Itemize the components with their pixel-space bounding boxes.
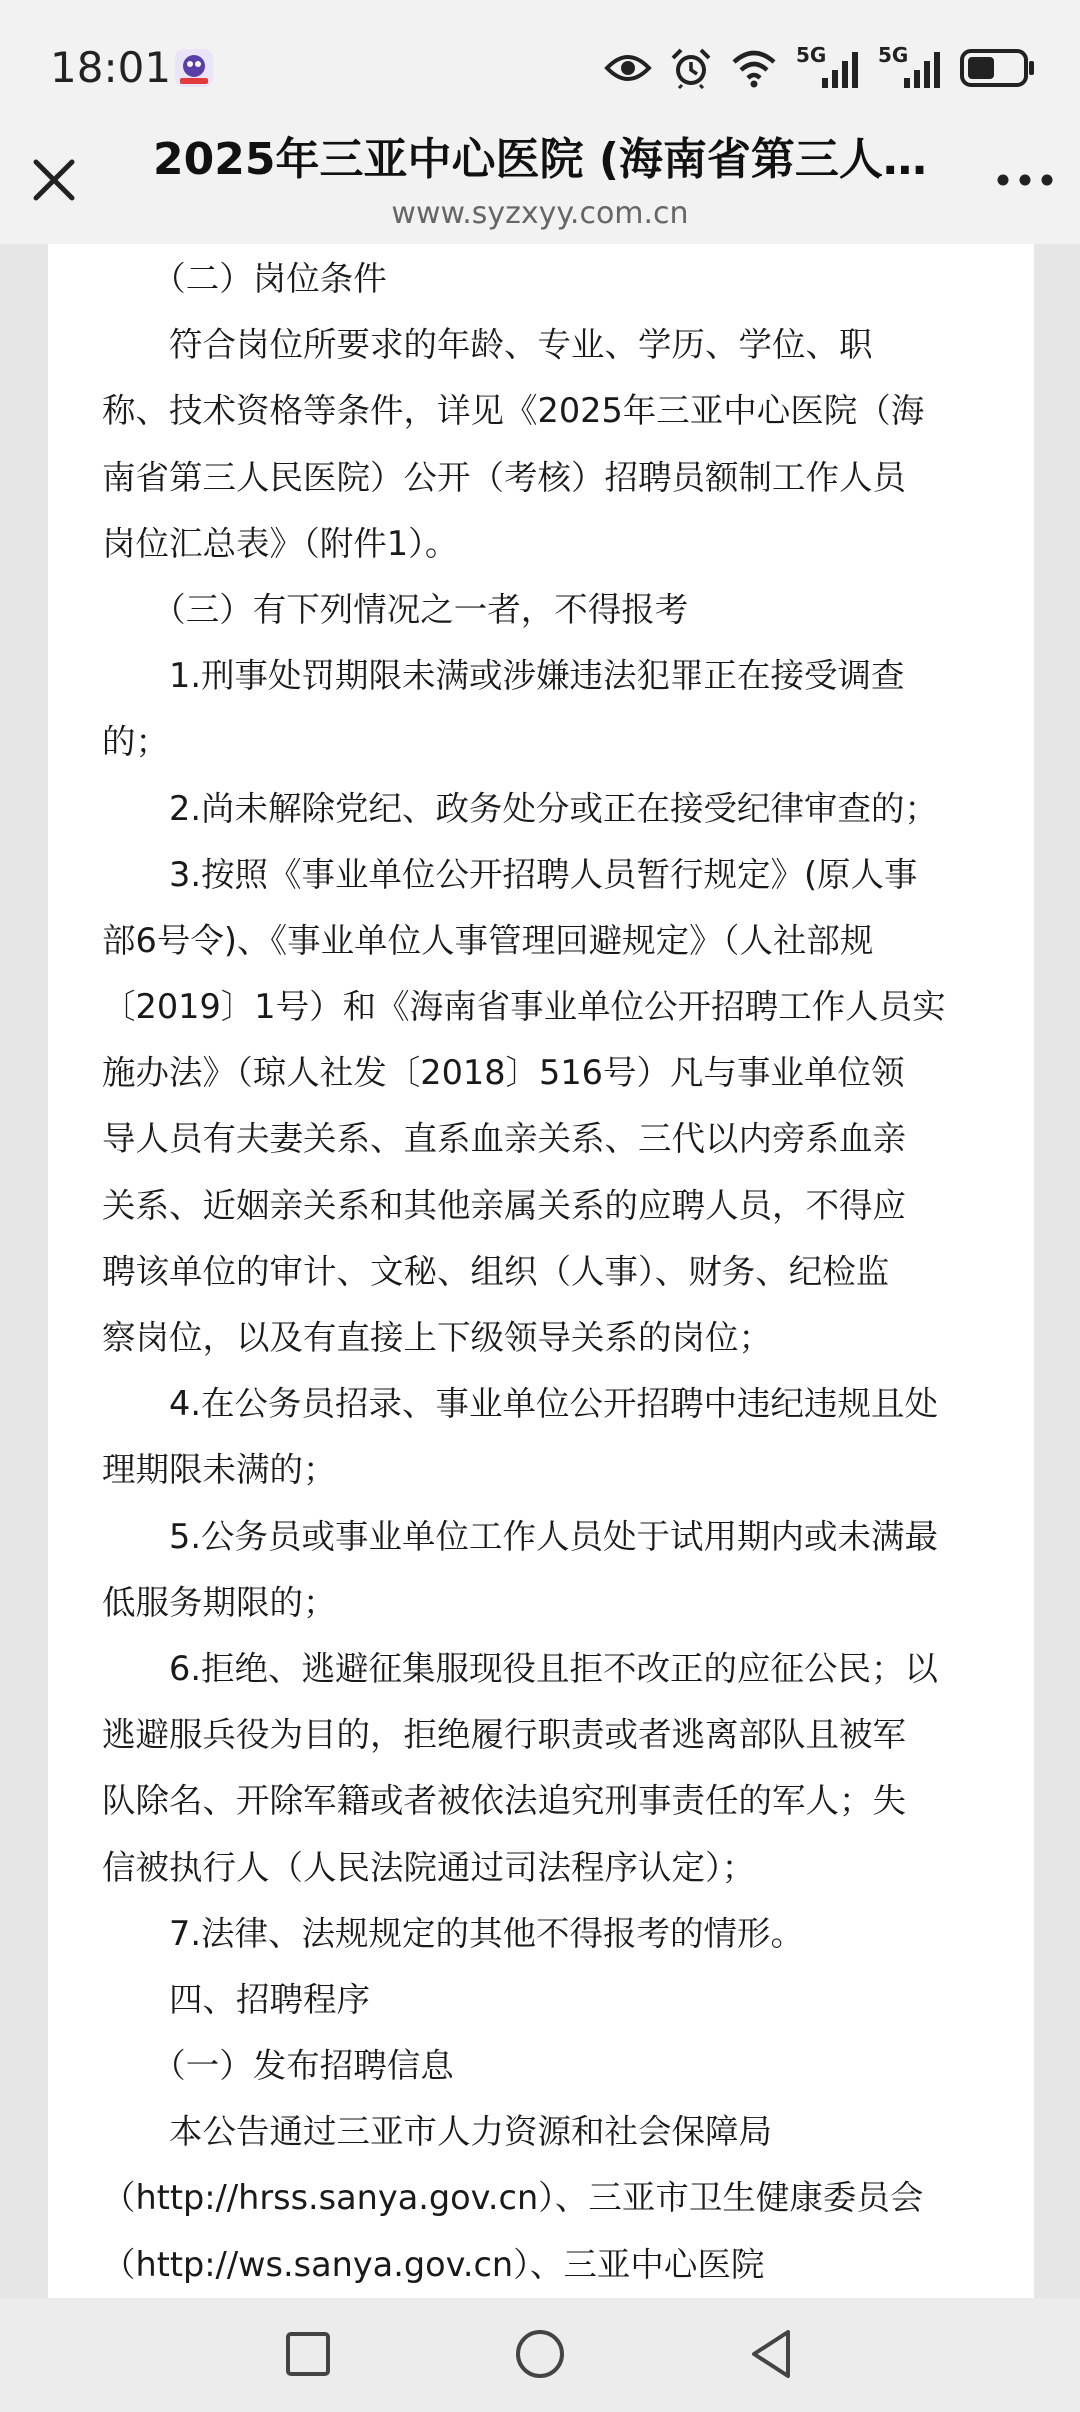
article-body [102, 246, 1032, 2298]
recents-square-icon[interactable] [276, 2322, 340, 2386]
article-line: 关系、近姻亲关系和其他亲属关系的应聘人员，不得应 [102, 1185, 906, 1225]
article-page [48, 244, 1034, 2298]
notification-app-icon [174, 48, 214, 88]
status-time: 18:01 [50, 43, 172, 92]
article-line: 4.在公务员招录、事业单位公开招聘中违纪违规且处 [102, 1384, 938, 1424]
more-icon[interactable] [992, 150, 1058, 210]
network-label-2: 5G [878, 43, 909, 67]
network-label-1: 5G [796, 43, 827, 67]
article-line: 导人员有夫妻关系、直系血亲关系、三代以内旁系血亲 [102, 1119, 906, 1159]
close-icon[interactable] [24, 150, 84, 210]
eye-icon [604, 50, 652, 86]
article-line: 信被执行人（人民法院通过司法程序认定）； [102, 1847, 756, 1887]
article-line: 5.公务员或事业单位工作人员处于试用期内或未满最 [102, 1516, 938, 1556]
signal-bars-2 [902, 50, 942, 90]
battery-icon [960, 49, 1036, 87]
article-line: （http://ws.sanya.gov.cn）、三亚中心医院 [102, 2244, 765, 2284]
article-line: （一）发布招聘信息 [102, 2046, 454, 2086]
signal-5g-1-icon [796, 43, 860, 90]
status-icons [604, 40, 1036, 96]
article-line: 施办法》（琼人社发〔2018〕516号）凡与事业单位领 [102, 1053, 905, 1093]
system-nav-bar [0, 2298, 1080, 2412]
home-circle-icon[interactable] [508, 2322, 572, 2386]
article-line: 逃避服兵役为目的，拒绝履行职责或者逃离部队且被军 [102, 1715, 906, 1755]
article-line: 聘该单位的审计、文秘、组织（人事）、财务、纪检监 [102, 1251, 890, 1291]
article-line: 称、技术资格等条件，详见《2025年三亚中心医院（海 [102, 391, 925, 431]
article-line: 低服务期限的； [102, 1582, 337, 1622]
wifi-icon [730, 48, 778, 88]
web-content[interactable] [0, 244, 1080, 2298]
article-line: 的； [102, 722, 169, 762]
article-line: （二）岗位条件 [102, 259, 387, 298]
article-line: 符合岗位所要求的年龄、专业、学历、学位、职 [102, 325, 873, 365]
browser-header [0, 112, 1080, 244]
back-triangle-icon[interactable] [740, 2322, 804, 2386]
article-line: （http://hrss.sanya.gov.cn）、三亚市卫生健康委员会 [102, 2178, 924, 2218]
article-line: 岗位汇总表》（附件1）。 [102, 523, 459, 563]
page-title: 2025年三亚中心医院 (海南省第三人… [153, 134, 927, 185]
signal-bars-1 [820, 50, 860, 90]
article-line: 察岗位，以及有直接上下级领导关系的岗位； [102, 1318, 772, 1357]
article-line: 队除名、开除军籍或者被依法追究刑事责任的军人；失 [102, 1781, 906, 1821]
article-line: 四、招聘程序 [102, 1979, 370, 2019]
article-line: 部6号令)、《事业单位人事管理回避规定》（人社部规 [102, 920, 874, 960]
article-line: 6.拒绝、逃避征集服现役且拒不改正的应征公民；以 [102, 1648, 938, 1688]
article-line: 3.按照《事业单位公开招聘人员暂行规定》(原人事 [102, 854, 918, 894]
signal-5g-2-icon [878, 43, 942, 90]
article-line: 南省第三人民医院）公开（考核）招聘员额制工作人员 [102, 457, 906, 497]
article-line: 〔2019〕1号）和《海南省事业单位公开招聘工作人员实 [102, 987, 946, 1027]
article-line: 1.刑事处罚期限未满或涉嫌违法犯罪正在接受调查 [102, 656, 905, 696]
alarm-icon [670, 47, 712, 89]
article-line: 7.法律、法规规定的其他不得报考的情形。 [102, 1913, 804, 1953]
article-line: （三）有下列情况之一者，不得报考 [102, 589, 689, 629]
page-url[interactable]: www.syzxyy.com.cn [391, 196, 689, 231]
article-line: 理期限未满的； [102, 1450, 337, 1490]
article-line: 2.尚未解除党纪、政务处分或正在接受纪律审查的； [102, 788, 938, 828]
article-line: 本公告通过三亚市人力资源和社会保障局 [102, 2112, 772, 2152]
